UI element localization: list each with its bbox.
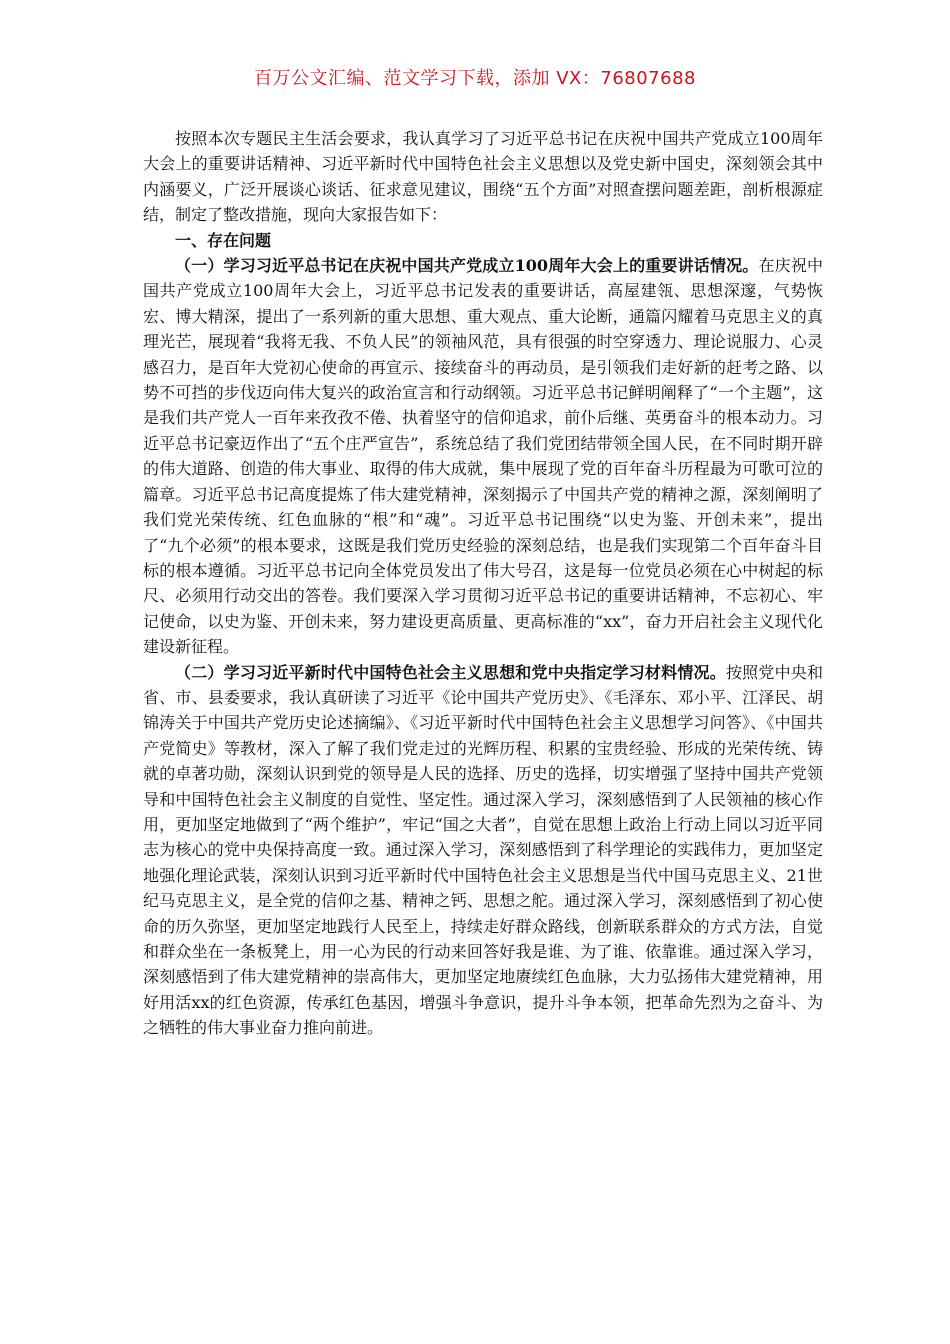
item-heading-2: （二）学习习近平新时代中国特色社会主义思想和党中央指定学习材料情况。 [175, 662, 726, 682]
item-heading-1: （一）学习习近平总书记在庆祝中国共产党成立100周年大会上的重要讲话情况。 [175, 256, 759, 276]
header-banner: 百万公文汇编、范文学习下载，添加 VX：76807688 [254, 68, 696, 89]
section-heading: 一、存在问题 [175, 230, 272, 250]
intro-paragraph: 按照本次专题民主生活会要求，我认真学习了习近平总书记在庆祝中国共产党成立100周年大会上的重要讲话精神、习近平新时代中国特色社会主义思想以及党史新中国史，深刻领会其中内涵要义，广泛开展谈心谈话、征求意见建议，围绕“五个方面”对照查摆问题差距，剖析根源症结，制定了整改措施，现向大家报告如下： [143, 129, 823, 225]
item-paragraph-2 [143, 660, 823, 1041]
item-body-2: 按照党中央和省、市、县委要求，我认真研读了习近平《论中国共产党历史》、《毛泽东、邓小平、江泽民、胡锦涛关于中国共产党历史论述摘编》、《习近平新时代中国特色社会主义思想学习问答》、《中国共产党简史》等教材，深入了解了我们党走过的光辉历程、积累的宝贵经验、形成的光荣传统、铸就的卓著功勋，深刻认识到党的领导是人民的选择、历史的选择，切实增强了坚持中国共产党领导和中国特色社会主义制度的自觉性、坚定性。通过深入学习，深刻感悟到了人民领袖的核心作用，更加坚定地做到了“两个维护”，牢记“国之大者”，自觉在思想上政治上行动上同以习近平同志为核心的党中央保持高度一致。通过深入学习，深刻感悟到了科学理论的实践伟力，更加坚定地强化理论武装，深刻认识到习近平新时代中国特色社会主义思想是当代中国马克思主义、21世纪马克思主义，是全党的信仰之基、精神之钙、思想之舵。通过深入学习，深刻感悟到了初心使命的历久弥坚，更加坚定地践行人民至上，持续走好群众路线，创新联系群众的方式方法，自觉和群众坐在一条板凳上，用一心为民的行动来回答好我是谁、为了谁、依靠谁。通过深入学习，深刻感悟到了伟大建党精神的崇高伟大，更加坚定地赓续红色血脉，大力弘扬伟大建党精神，用好用活xx的红色资源，传承红色基因，增强斗争意识，提升斗争本领，把革命先烈为之奋斗、为之牺牲的伟大事业奋力推向前进。 [143, 662, 823, 1038]
item-paragraph-1 [143, 253, 823, 660]
item-body-1: 在庆祝中国共产党成立100周年大会上，习近平总书记发表的重要讲话，高屋建瓴、思想深邃，气势恢宏、博大精深，提出了一系列新的重大思想、重大观点、重大论断，通篇闪耀着马克思主义的真理光芒，展现着“我将无我、不负人民”的领袖风范，具有很强的时空穿透力、理论说服力、心灵感召力，是百年大党初心使命的再宣示、接续奋斗的再动员，是引领我们走好新的赶考之路、以势不可挡的步伐迈向伟大复兴的政治宣言和行动纲领。习近平总书记鲜明阐释了“一个主题”，这是我们共产党人一百年来孜孜不倦、执着坚守的信仰追求，前仆后继、英勇奋斗的根本动力。习近平总书记豪迈作出了“五个庄严宣告”，系统总结了我们党团结带领全国人民，在不同时期开辟的伟大道路、创造的伟大事业、取得的伟大成就，集中展现了党的百年奋斗历程最为可歌可泣的篇章。习近平总书记高度提炼了伟大建党精神，深刻揭示了中国共产党的精神之源，深刻阐明了我们党光荣传统、红色血脉的“根”和“魂”。习近平总书记围绕“以史为鉴、开创未来”，提出了“九个必须”的根本要求，这既是我们党历史经验的深刻总结，也是我们实现第二个百年奋斗目标的根本遵循。习近平总书记向全体党员发出了伟大号召，这是每一位党员必须在心中树起的标尺、必须用行动交出的答卷。我们要深入学习贯彻习近平总书记的重要讲话精神，不忘初心、牢记使命，以史为鉴、开创未来，努力建设更高质量、更高标准的“xx”，奋力开启社会主义现代化建设新征程。 [143, 256, 823, 657]
document-body [143, 126, 823, 1041]
